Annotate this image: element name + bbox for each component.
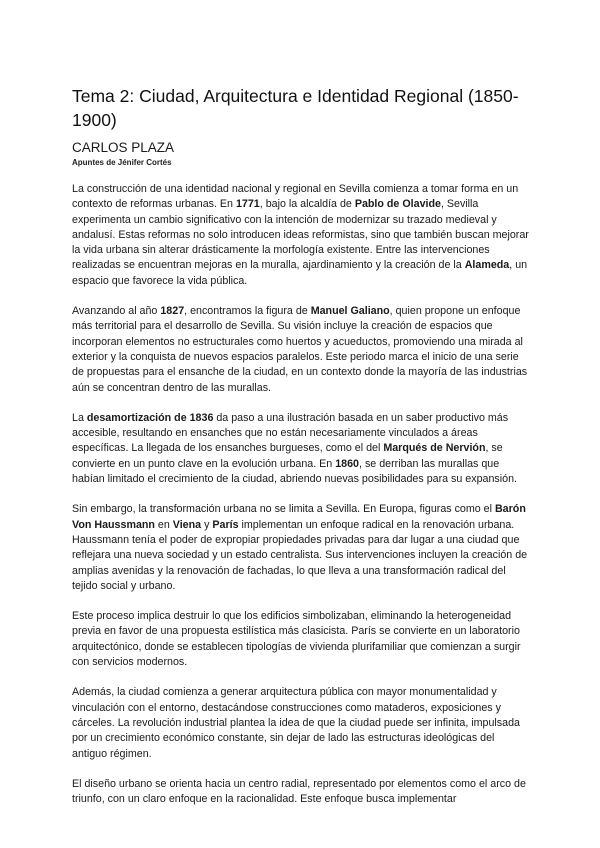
text-run: El diseño urbano se orienta hacia un centro radial, representado por elementos como el arco de triunfo, con un claro enfoque en la racionalidad. Este enfoque busca implementar (72, 777, 526, 806)
document-title: Tema 2: Ciudad, Arquitectura e Identidad Regional (1850-1900) (72, 86, 519, 130)
text-run: , encontramos la figura de (184, 305, 311, 318)
text-run: , se convierte en un punto clave en la evolución urbana. En (72, 442, 503, 470)
text-run: Este proceso implica destruir lo que los edificios simbolizaban, eliminando la heterogeneidad previa en favor de una propuesta estilística más clasicista. París se convierte en un laboratorio arquitectónico, donde se establecen tipologías de vivienda plurifamiliar que comienzan a surgir con servicios modernos. (72, 610, 521, 669)
bold-text: desamortización de 1836 (86, 411, 214, 424)
text-run: Sin embargo, la transformación urbana no se limita a Sevilla. En Europa, figuras como el (72, 503, 495, 516)
bold-text: París (212, 518, 239, 531)
text-run: La construcción de una identidad nacional y regional en Sevilla comienza a tomar forma en un contexto de reformas urbanas. En (72, 183, 519, 211)
paragraph (72, 777, 532, 808)
bold-text: Manuel Galiano (310, 305, 390, 318)
paragraph (72, 304, 532, 396)
text-run: da paso a una ilustración basada en un saber productivo más accesible, resultando en ensanches que no están necesariamente vinculados a áreas específicas. La llegada de los ensanches burgueses, como el del (72, 411, 509, 455)
paragraph (72, 182, 532, 289)
bold-text: Barón Von Haussmann (72, 503, 526, 531)
bold-text: Viena (172, 518, 202, 531)
text-run: y (201, 518, 213, 531)
text-run: La (72, 411, 87, 424)
bold-text: Alameda (464, 259, 510, 272)
bold-text: Pablo de Olavide (354, 198, 441, 211)
document-page (72, 84, 532, 822)
paragraph (72, 685, 532, 761)
bold-text: 1771 (235, 198, 260, 211)
text-run: Avanzando al año (72, 305, 161, 318)
text-run: , un espacio que favorece la vida pública. (72, 259, 528, 287)
text-run: implementan un enfoque radical en la renovación urbana. Haussmann tenía el poder de expropiar propiedades privadas para dar lugar a una ciudad que reflejara una nueva sociedad y un estado centralista. Sus intervenciones incluyen la creación de amplias avenidas y la renovación de fachadas, lo que lleva a una transformación radical del tejido social y urbano. (72, 518, 528, 592)
paragraph (72, 609, 532, 670)
notes-credit: Apuntes de Jénifer Cortés (72, 158, 172, 167)
text-run: , se derriban las murallas que habían limitado el crecimiento de la ciudad, abriendo nuevas posibilidades para su expansión. (72, 457, 518, 486)
bold-text: 1827 (160, 305, 185, 318)
paragraph (72, 411, 532, 487)
text-run: , bajo la alcaldía de (259, 198, 355, 211)
paragraph (72, 502, 532, 594)
text-run: Además, la ciudad comienza a generar arquitectura pública con mayor monumentalidad y vinculación con el entorno, destacándose construcciones como mataderos, exposiciones y cárceles. La revolución industrial plantea la idea de que la ciudad puede ser infinita, impulsada por un crecimiento económico constante, sin dejar de lado las estructuras ideológicas del antiguo régimen. (72, 686, 520, 760)
text-run: en (154, 518, 173, 531)
text-run: , Sevilla experimenta un cambio significativo con la intención de modernizar su trazado medieval y andalusí. Estas reformas no solo introducen ideas reformistas, sino que también buscan mejorar la vida urbana sin alterar drásticamente la morfología existente. Entre las intervenciones realizadas se encuentran mejoras en la muralla, ajardinamiento y la creación de la (72, 198, 529, 272)
bold-text: 1860 (335, 457, 359, 470)
bold-text: Marqués de Nervión (383, 442, 486, 455)
author-name: CARLOS PLAZA (72, 140, 175, 155)
text-run: , quien propone un enfoque más territorial para el desarrollo de Sevilla. Su visión incluye la creación de espacios que incorporan elementos no estructurales como huertos y acueductos, promoviendo una mirada al exterior y la conquista de nuevos espacios paralelos. Este periodo marca el inicio de una serie de propuestas para el ensanche de la ciudad, en un contexto donde la mayoría de las industrias aún se concentran dentro de las murallas. (72, 305, 528, 394)
document-body (72, 182, 532, 807)
